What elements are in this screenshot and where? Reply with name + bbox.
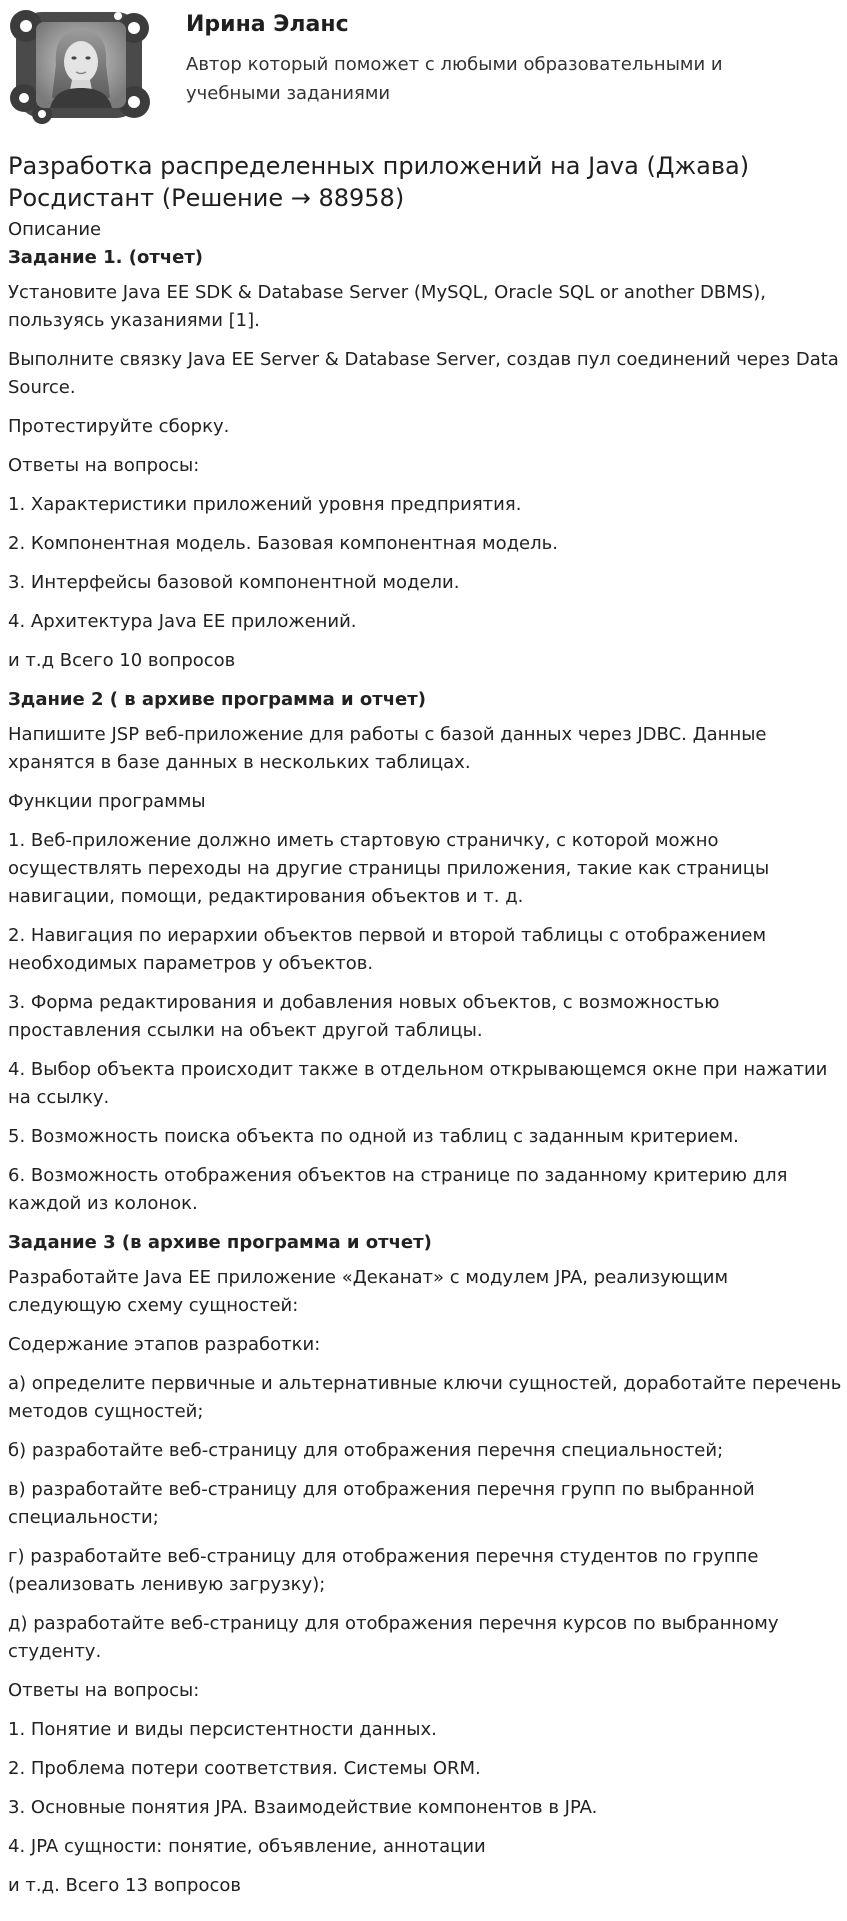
task-paragraph: Напишите JSP веб-приложение для работы с базой данных через JDBC. Данные хранятся в базе данных в нескольких таблицах. (8, 724, 767, 773)
task-heading: Здание 2 ( в архиве программа и отчет) (8, 689, 426, 710)
task-paragraph: 1. Веб-приложение должно иметь стартовую страничку, с которой можно осуществлять переходы на другие страницы приложения, такие как страницы навигации, помощи, редактирования объектов и т. д. (8, 830, 770, 907)
task-paragraph: Разработайте Java EE приложение «Деканат» с модулем JPA, реализующим следующую схему сущностей: (8, 1267, 729, 1316)
task-paragraph: Содержание этапов разработки: (8, 1334, 321, 1355)
task-paragraph: 2. Проблема потери соответствия. Системы ORM. (8, 1758, 481, 1779)
task-paragraph: Ответы на вопросы: (8, 455, 200, 476)
task-paragraph: 1. Понятие и виды персистентности данных. (8, 1719, 437, 1740)
task-paragraph: а) определите первичные и альтернативные ключи сущностей, доработайте перечень методов сущностей; (8, 1373, 842, 1422)
author-header (0, 0, 847, 140)
task-paragraph: 3. Интерфейсы базовой компонентной модели. (8, 572, 460, 593)
task-section (8, 686, 844, 1218)
task-paragraph: и т.д Всего 10 вопросов (8, 650, 236, 671)
author-description: Автор который поможет с любыми образовательными и учебными заданиями (186, 54, 723, 104)
task-paragraph: Ответы на вопросы: (8, 1680, 200, 1701)
page-title: Разработка распределенных приложений на Java (Джава) Росдистант (Решение → 88958) (8, 152, 750, 212)
task-paragraph: и т.д. Всего 13 вопросов (8, 1875, 241, 1896)
task-heading: Задание 1. (отчет) (8, 247, 204, 268)
task-paragraph: Установите Java EE SDK & Database Server (MySQL, Oracle SQL or another DBMS), пользуясь указаниями [1]. (8, 282, 766, 331)
task-section (8, 244, 844, 675)
task-paragraph: 5. Возможность поиска объекта по одной из таблиц с заданным критерием. (8, 1126, 739, 1147)
author-avatar (6, 6, 152, 126)
task-paragraph: Протестируйте сборку. (8, 416, 230, 437)
task-paragraph: Функции программы (8, 791, 206, 812)
task-paragraph: 3. Форма редактирования и добавления новых объектов, с возможностью проставления ссылки на объект другой таблицы. (8, 992, 720, 1041)
content-body (8, 215, 844, 1911)
task-paragraph: 1. Характеристики приложений уровня предприятия. (8, 494, 522, 515)
task-paragraph: г) разработайте веб-страницу для отображения перечня студентов по группе (реализовать ленивую загрузку); (8, 1546, 759, 1595)
task-list (8, 244, 844, 1900)
task-paragraph: 4. Архитектура Java EE приложений. (8, 611, 357, 632)
task-paragraph: 2. Компонентная модель. Базовая компонентная модель. (8, 533, 558, 554)
task-paragraph: в) разработайте веб-страницу для отображения перечня групп по выбранной специальности; (8, 1479, 755, 1528)
author-name: Ирина Эланс (186, 12, 349, 37)
task-paragraph: Выполните связку Java EE Server & Database Server, создав пул соединений через Data Source. (8, 349, 839, 398)
task-paragraph: 6. Возможность отображения объектов на странице по заданному критерию для каждой из колонок. (8, 1165, 788, 1214)
task-paragraph: б) разработайте веб-страницу для отображения перечня специальностей; (8, 1440, 724, 1461)
task-paragraph: 2. Навигация по иерархии объектов первой и второй таблицы с отображением необходимых параметров у объектов. (8, 925, 767, 974)
task-section (8, 1229, 844, 1900)
task-paragraph: 4. JPA сущности: понятие, объявление, аннотации (8, 1836, 486, 1857)
task-paragraph: 4. Выбор объекта происходит также в отдельном открывающемся окне при нажатии на ссылку. (8, 1059, 828, 1108)
task-paragraph: 3. Основные понятия JPA. Взаимодействие компонентов в JPA. (8, 1797, 598, 1818)
description-label: Описание (8, 219, 102, 240)
task-heading: Задание 3 (в архиве программа и отчет) (8, 1232, 432, 1253)
task-paragraph: д) разработайте веб-страницу для отображения перечня курсов по выбранному студенту. (8, 1613, 779, 1662)
